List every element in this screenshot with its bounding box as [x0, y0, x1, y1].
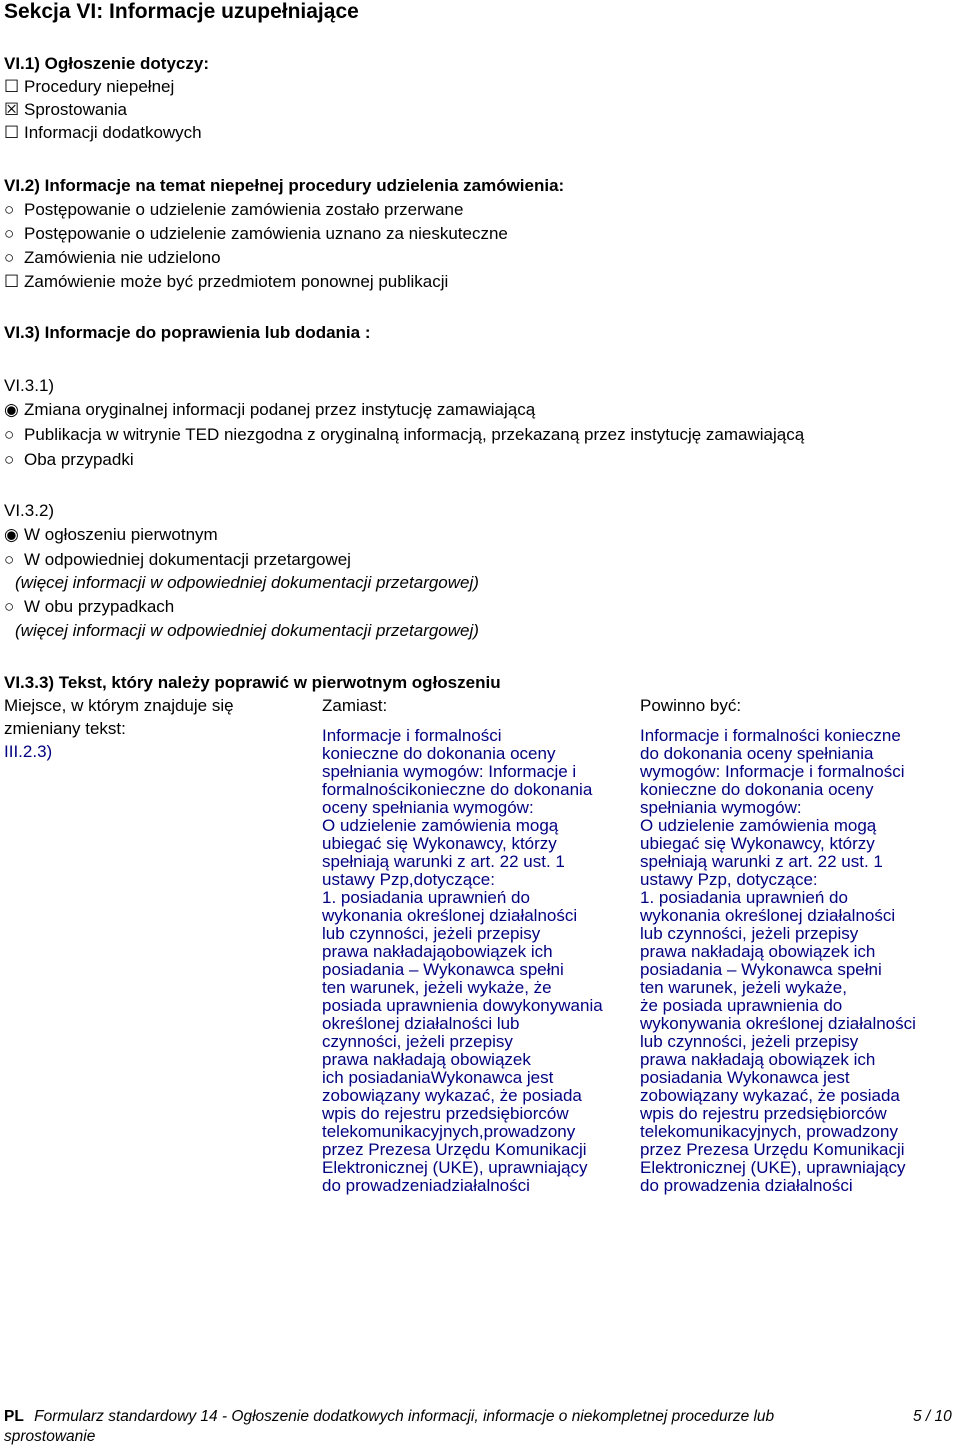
footer	[4, 1408, 774, 1426]
text-line: lub czynności, jeżeli przepisy	[322, 924, 541, 943]
text-line: 1. posiadania uprawnień do	[322, 888, 530, 907]
text-line: wykonania określonej działalności	[322, 906, 578, 925]
vi33-heading: VI.3.3) Tekst, który należy poprawić w pierwotnym ogłoszeniu	[4, 673, 501, 692]
text-line: ustawy Pzp, dotyczące:	[640, 870, 818, 889]
text-line: O udzielenie zamówienia mogą	[640, 816, 877, 835]
text-line: prawa nakładają obowiązek	[322, 1050, 531, 1069]
text-line: telekomunikacyjnych,prowadzony	[322, 1122, 576, 1141]
radio-checked-icon: ◉	[4, 400, 19, 419]
checkbox-unchecked-icon: ☐	[4, 123, 20, 142]
vi32-heading: VI.3.2)	[4, 501, 55, 520]
radio-unchecked-icon: ○	[4, 248, 15, 267]
radio-unchecked-icon: ○	[4, 597, 15, 616]
option-label: Oba przypadki	[24, 450, 134, 469]
section-title: Sekcja VI: Informacje uzupełniające	[4, 0, 359, 23]
text-line: prawa nakładają obowiązek ich	[640, 942, 876, 961]
text-line: spełniania wymogów:	[640, 798, 802, 817]
text-line: posiada uprawnienia dowykonywania	[322, 996, 603, 1015]
text-line: spełniają warunki z art. 22 ust. 1	[640, 852, 883, 871]
text-line: posiadania – Wykonawca spełni	[322, 960, 564, 979]
vi2-option-nie-udzielono	[4, 248, 221, 268]
text-line: Elektronicznej (UKE), uprawniający	[322, 1158, 588, 1177]
text-line: że posiada uprawnienia do	[640, 996, 843, 1015]
text-line: prawa nakładają obowiązek ich	[640, 1050, 876, 1069]
text-line: wpis do rejestru przedsiębiorców	[322, 1104, 569, 1123]
option-label: Sprostowania	[24, 100, 128, 119]
text-line: do prowadzeniadziałalności	[322, 1176, 530, 1195]
checkbox-checked-icon: ☒	[4, 100, 20, 119]
text-line: O udzielenie zamówienia mogą	[322, 816, 559, 835]
text-line: zobowiązany wykazać, że posiada	[640, 1086, 900, 1105]
option-label: Postępowanie o udzielenie zamówienia zostało przerwane	[24, 200, 464, 219]
text-line: Informacje i formalności konieczne	[640, 726, 901, 745]
text-line: przez Prezesa Urzędu Komunikacji	[640, 1140, 905, 1159]
text-line: wykonywania określonej działalności	[640, 1014, 916, 1033]
text-line: wykonania określonej działalności	[640, 906, 896, 925]
text-line: do prowadzenia działalności	[640, 1176, 853, 1195]
text-line: 1. posiadania uprawnień do	[640, 888, 848, 907]
option-label: Zamówienie może być przedmiotem ponownej publikacji	[24, 272, 449, 291]
text-line: zobowiązany wykazać, że posiada	[322, 1086, 582, 1105]
text-line: posiadania Wykonawca jest	[640, 1068, 850, 1087]
vi31-option-ted	[4, 425, 804, 445]
option-label: W ogłoszeniu pierwotnym	[24, 525, 218, 544]
text-line: formalnościkonieczne do dokonania	[322, 780, 593, 799]
text-line: telekomunikacyjnych, prowadzony	[640, 1122, 898, 1141]
vi1-heading: VI.1) Ogłoszenie dotyczy:	[4, 54, 209, 73]
option-label: Zamówienia nie udzielono	[24, 248, 221, 267]
option-label: Procedury niepełnej	[24, 77, 175, 96]
text-line: spełniania wymogów: Informacje i	[322, 762, 577, 781]
option-label: Postępowanie o udzielenie zamówienia uznano za nieskuteczne	[24, 224, 508, 243]
vi2-option-nieskuteczne	[4, 224, 508, 244]
text-line: czynności, jeżeli przepisy	[322, 1032, 513, 1051]
footer-page-number: 5 / 10	[913, 1408, 952, 1425]
text-line: Informacje i formalności	[322, 726, 502, 745]
vi32-option-pierwotnym	[4, 525, 218, 545]
col-instead-label: Zamiast:	[322, 696, 388, 715]
vi31-option-oba	[4, 450, 134, 470]
vi2-option-ponownej-publikacji	[4, 272, 448, 292]
text-line: lub czynności, jeżeli przepisy	[640, 924, 859, 943]
vi32-option-obu	[4, 597, 174, 617]
col-place-label-2: zmieniany tekst:	[4, 719, 126, 738]
radio-unchecked-icon: ○	[4, 450, 15, 469]
text-line: wymogów: Informacje i formalności	[640, 762, 905, 781]
should-text	[640, 727, 916, 1195]
text-line: ustawy Pzp,dotyczące:	[322, 870, 495, 889]
text-line: przez Prezesa Urzędu Komunikacji	[322, 1140, 587, 1159]
text-line: ubiegać się Wykonawcy, którzy	[640, 834, 875, 853]
text-line: konieczne do dokonania oceny	[640, 780, 874, 799]
text-line: spełniają warunki z art. 22 ust. 1	[322, 852, 565, 871]
text-line: określonej działalności lub	[322, 1014, 520, 1033]
text-line: posiadania – Wykonawca spełni	[640, 960, 882, 979]
radio-unchecked-icon: ○	[4, 550, 15, 569]
vi2-heading: VI.2) Informacje na temat niepełnej procedury udzielenia zamówienia:	[4, 176, 565, 195]
vi1-option-informacji	[4, 123, 202, 143]
footer-form-line-2: sprostowanie	[4, 1428, 96, 1445]
text-line: ten warunek, jeżeli wykaże,	[640, 978, 847, 997]
text-line: ich posiadaniaWykonawca jest	[322, 1068, 554, 1087]
vi3-heading: VI.3) Informacje do poprawienia lub dodania :	[4, 323, 371, 342]
text-line: prawa nakładająobowiązek ich	[322, 942, 553, 961]
text-line: wpis do rejestru przedsiębiorców	[640, 1104, 887, 1123]
text-line: Elektronicznej (UKE), uprawniający	[640, 1158, 906, 1177]
place-value: III.2.3)	[4, 742, 53, 761]
option-label: W odpowiedniej dokumentacji przetargowej	[24, 550, 351, 569]
option-label: Zmiana oryginalnej informacji podanej przez instytucję zamawiającą	[24, 400, 536, 419]
vi32-note-1: (więcej informacji w odpowiedniej dokumentacji przetargowej)	[15, 573, 479, 592]
radio-unchecked-icon: ○	[4, 224, 15, 243]
text-line: ten warunek, jeżeli wykaże, że	[322, 978, 552, 997]
footer-lang: PL	[4, 1408, 24, 1425]
col-should-label: Powinno być:	[640, 696, 742, 715]
instead-text	[322, 727, 603, 1195]
checkbox-unchecked-icon: ☐	[4, 77, 20, 96]
checkbox-unchecked-icon: ☐	[4, 272, 20, 291]
option-label: Publikacja w witrynie TED niezgodna z oryginalną informacją, przekazaną przez instytucję zamawiającą	[24, 425, 805, 444]
vi31-option-zmiana	[4, 400, 535, 420]
radio-unchecked-icon: ○	[4, 425, 15, 444]
radio-checked-icon: ◉	[4, 525, 19, 544]
text-line: oceny spełniania wymogów:	[322, 798, 534, 817]
option-label: Informacji dodatkowych	[24, 123, 202, 142]
text-line: konieczne do dokonania oceny	[322, 744, 556, 763]
option-label: W obu przypadkach	[24, 597, 175, 616]
col-place-label-1: Miejsce, w którym znajduje się	[4, 696, 234, 715]
vi32-note-2: (więcej informacji w odpowiedniej dokumentacji przetargowej)	[15, 621, 479, 640]
vi1-option-sprostowania	[4, 100, 127, 120]
vi1-option-procedury	[4, 77, 174, 97]
vi2-option-przerwane	[4, 200, 463, 220]
text-line: do dokonania oceny spełniania	[640, 744, 874, 763]
text-line: ubiegać się Wykonawcy, którzy	[322, 834, 557, 853]
text-line: lub czynności, jeżeli przepisy	[640, 1032, 859, 1051]
vi32-option-dokumentacji	[4, 550, 351, 570]
footer-form-line-1: Formularz standardowy 14 - Ogłoszenie dodatkowych informacji, informacje o niekompletnej procedurze lub	[34, 1408, 775, 1425]
vi31-heading: VI.3.1)	[4, 376, 55, 395]
radio-unchecked-icon: ○	[4, 200, 15, 219]
